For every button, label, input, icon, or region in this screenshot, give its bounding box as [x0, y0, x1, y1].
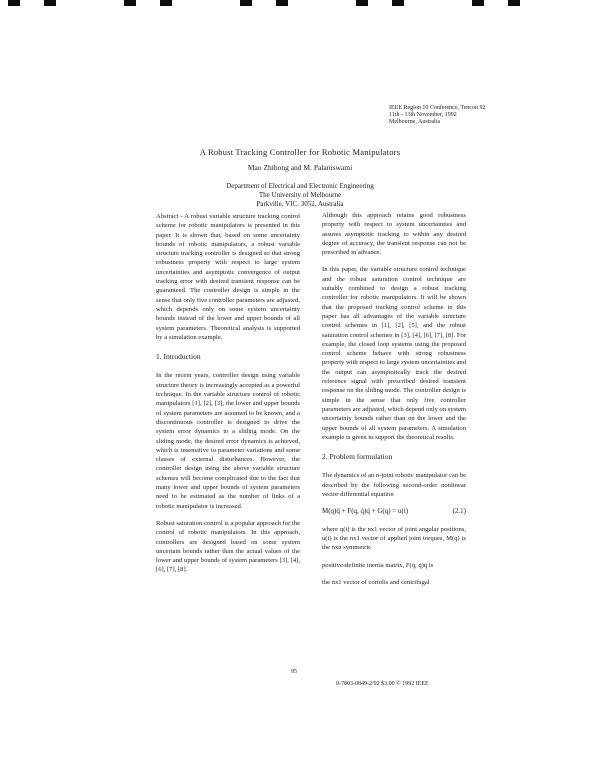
scan-registration-mark — [392, 0, 404, 6]
scan-registration-mark — [276, 0, 288, 6]
author-affiliation — [0, 182, 600, 209]
section-2-heading: 2. Problem formulation — [322, 452, 393, 462]
right-column — [322, 211, 466, 595]
scan-registration-mark — [472, 0, 484, 6]
affiliation-department: Department of Electrical and Electronic Engineering — [226, 182, 374, 190]
equation-2-1 — [322, 507, 466, 516]
intro-paragraph-2: Robust saturation control is a popular approach for the control of robotic manipulators. In this approach, controllers are designed based on some system uncertain bounds rather than the actual values of the lower and upper bounds of system parameters [3], [4], [6], [7], [8]. — [156, 519, 300, 574]
left-column — [156, 212, 300, 583]
paper-authors: Mao Zhihong and M. Palaniswami — [247, 163, 353, 172]
intro-paragraph-4: In this paper, the variable structure control technique and the robust saturation control technique are suitably combined to design a robust tracking controller for robotic manipulators. It will be shown that the proposed tracking control scheme in this paper has all advantages of the variable structure control schemes in [1], [2], [5], and the robust saturation control schemes in [3], [4], [6], [7], [8]. For example, the closed loop systems using the proposed control scheme behave with strong robustness property with respect to large system uncertainties and the output can asymptotically track the desired reference signal with prescribed desired transient response on the sliding mode. The controller design is simple in the sense that only five controller parameters are adjusted, which depend only on system uncertainty bounds rather than on the lower and the upper bounds of all system parameters. A simulation example is given to support the theoretical results. — [322, 266, 466, 441]
section-1-heading: 1. Introduction — [156, 352, 201, 362]
coriolis-line: the nx1 vector of coriolis and centrifugal — [322, 578, 430, 586]
scan-registration-mark — [44, 0, 56, 6]
scan-registration-mark — [124, 0, 136, 6]
formulation-paragraph: The dynamics of an n-joint robotic manipulator can be described by the following second-order nonlinear vector differential equation — [322, 472, 466, 499]
equation-description: where q(t) is the nx1 vector of joint angular positions, u(t) is the nx1 vector of applied joint torques, M(q) is the nxn symmetric — [322, 525, 466, 552]
conference-location: Melbourne, Australia — [389, 119, 440, 125]
conference-dates: 11th - 13th November, 1992 — [389, 112, 457, 118]
equation-number: (2.1) — [452, 507, 466, 516]
intro-paragraph-1: In the recent years, controller design using variable structure theory is increasingly accepted as a powerful technique. In the variable structure control of robotic manipulators [1], [2], [3], the lower and upper bounds of system parameters are assumed to be known, and a discontinuous controller is designed to drive the system error dynamics to a sliding mode. On the sliding mode, the desired error dynamics is achieved, which is insensitive to parameter variations and some classes of external disturbances. However, the controller design using the above variable structure schemes will become complicated due to the fact that many lower and upper bounds of system parameters need to be estimated as the number of links of a robotic manipulator is increased. — [156, 372, 300, 510]
abstract-paragraph: Abstract - A robust variable structure tracking control scheme for robotic manipulators is presented in this paper. It is shown that, based on some uncertainty bounds of robotic manipulators, a robust variable structure tracking controller is designed so that strong robustness property with respect to large system uncertainties and asymptotic convergence of output tracking error with desired transient response can be guaranteed. The controller design is simple in the sense that only five controller parameters are adjusted, which depends only on some system uncertainty bounds instead of the lower and upper bounds of all system parameters. Theoretical analysis is supported by a simulation example. — [156, 213, 300, 341]
scan-registration-mark — [160, 0, 172, 6]
paper-title: A Robust Tracking Controller for Robotic Manipulators — [199, 147, 401, 157]
scan-registration-mark — [508, 0, 520, 6]
scan-registration-mark — [356, 0, 368, 6]
copyright-footer: 0-7803-0849-2/92 $3.00 © 1992 IEEE — [336, 681, 429, 687]
affiliation-address: Parkville, VIC. 3052, Australia — [256, 200, 344, 208]
page-marker: 95 — [291, 669, 297, 675]
affiliation-university: The University of Melbourne — [258, 191, 342, 199]
equation-body: M(q)q̈ + F(q, q̇)q̇ + G(q) = u(t) — [322, 507, 409, 516]
scan-registration-mark — [240, 0, 252, 6]
intro-paragraph-3: Although this approach retains good robustness property with respect to system uncertainties and assures asymptotic tracking to within any desired degree of accuracy, the transient response can not be prescribed in advance. — [322, 212, 466, 257]
conference-name: IEEE Region 10 Conference, Tencon 92 — [389, 105, 486, 111]
conference-info — [389, 105, 485, 126]
scan-registration-mark — [8, 0, 20, 6]
inertia-matrix-line: positive-definite inertia matrix, F(q, q̇)q̇ is — [322, 561, 434, 569]
